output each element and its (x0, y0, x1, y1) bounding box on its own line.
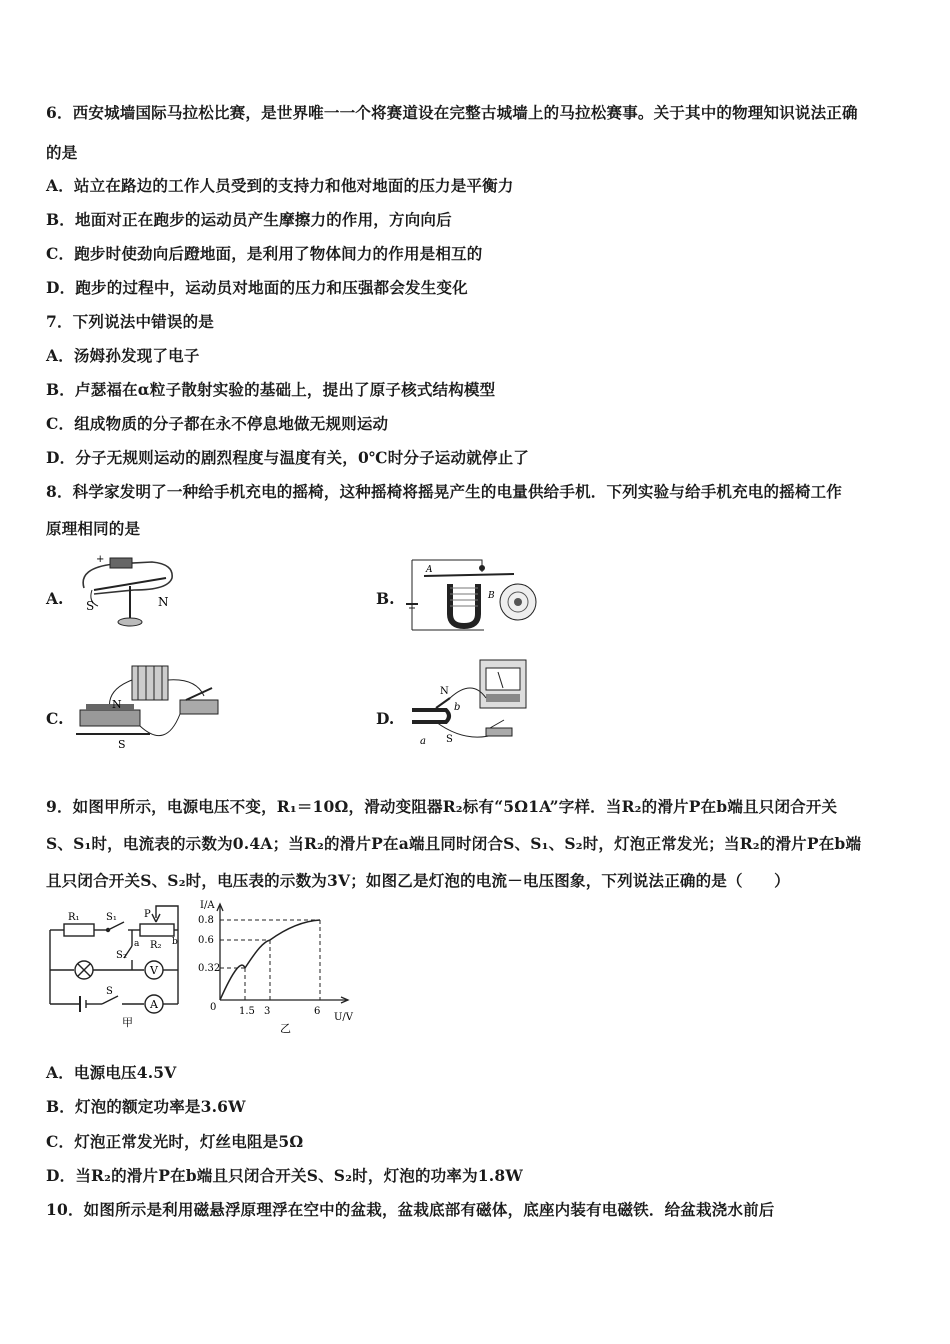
figure-c-n: N (112, 698, 122, 711)
circuit-s: S (106, 986, 113, 997)
circuit-s1: S₁ (106, 912, 117, 923)
figure-d-a: a (420, 736, 426, 747)
q7-option-b: B．卢瑟福在α粒子散射实验的基础上，提出了原子核式结构模型 (46, 380, 496, 399)
graph-xlabel: U/V (334, 1012, 354, 1023)
q7-option-c: C．组成物质的分子都在永不停息地做无规则运动 (46, 414, 389, 433)
q9-option-c: C．灯泡正常发光时，灯丝电阻是5Ω (46, 1132, 304, 1151)
graph-xtick: 6 (314, 1006, 321, 1017)
circuit-s2: S₂ (116, 950, 127, 961)
q8-option-a-label: A. (46, 589, 64, 608)
figure-d-b: b (454, 702, 461, 713)
q9-option-d: D．当R₂的滑片P在b端且只闭合开关S、S₂时，灯泡的功率为1.8W (46, 1166, 523, 1185)
circuit-voltmeter: V (150, 964, 158, 977)
figure-b-electromagnet (404, 552, 544, 634)
q8-option-d-label: D. (376, 709, 395, 728)
figure-b-b: B (488, 591, 495, 601)
graph-ytick: 0.32 (198, 963, 221, 974)
svg-text:+: + (96, 554, 105, 565)
iu-curve (220, 920, 320, 1000)
q8-option-c-label: C. (46, 709, 64, 728)
circuit-diagram-jia (44, 900, 194, 1030)
iu-graph-yi (198, 898, 358, 1034)
q6-option-b: B．地面对正在跑步的运动员产生摩擦力的作用，方向向后 (46, 210, 452, 229)
q9-stem-line2: S、S₁时，电流表的示数为0.4A；当R₂的滑片P在a端且同时闭合S、S₁、S₂时，灯泡正常发光；当R₂的滑片P在b端 (46, 834, 862, 853)
figure-d-s: S (446, 734, 453, 745)
figure-a-oersted (74, 550, 184, 632)
q8-option-b-label: B. (376, 589, 395, 608)
q7-option-a: A．汤姆孙发现了电子 (46, 346, 200, 365)
q7-stem: 7．下列说法中错误的是 (46, 312, 214, 331)
figure-c-s: S (118, 738, 126, 751)
graph-xtick: 1.5 (239, 1006, 255, 1017)
figure-d-n: N (440, 686, 449, 697)
q8-stem-line1: 8．科学家发明了一种给手机充电的摇椅，这种摇椅将摇晃产生的电量供给手机．下列实验与给手机充电的摇椅工作 (46, 482, 842, 501)
q10-stem-line1: 10．如图所示是利用磁悬浮原理浮在空中的盆栽，盆栽底部有磁体，底座内装有电磁铁．给盆栽浇水前后 (46, 1200, 775, 1219)
q6-stem-line2: 的是 (46, 143, 78, 162)
q9-option-b: B．灯泡的额定功率是3.6W (46, 1097, 246, 1116)
graph-caption: 乙 (280, 1022, 291, 1035)
q9-option-a: A．电源电压4.5V (46, 1063, 177, 1082)
q6-option-a: A．站立在路边的工作人员受到的支持力和他对地面的压力是平衡力 (46, 176, 514, 195)
circuit-caption: 甲 (122, 1016, 133, 1029)
figure-b-a: A (426, 565, 433, 575)
circuit-b: b (172, 937, 178, 947)
q6-option-d: D．跑步的过程中，运动员对地面的压力和压强都会发生变化 (46, 278, 468, 297)
graph-ytick: 0.8 (198, 915, 214, 926)
circuit-ammeter: A (150, 998, 158, 1011)
graph-ylabel: I/A (200, 900, 215, 911)
graph-origin: 0 (210, 1002, 217, 1013)
figure-c-motor (76, 660, 226, 750)
q6-option-c: C．跑步时使劲向后蹬地面，是利用了物体间力的作用是相互的 (46, 244, 483, 263)
q9-stem-line3: 且只闭合开关S、S₂时，电压表的示数为3V；如图乙是灯泡的电流－电压图象，下列说法正确的是（ ） (46, 871, 790, 890)
circuit-r1: R₁ (68, 912, 80, 923)
circuit-a: a (134, 939, 140, 949)
q8-stem-line2: 原理相同的是 (46, 519, 141, 538)
q6-stem-line1: 6．西安城墙国际马拉松比赛，是世界唯一一个将赛道设在完整古城墙上的马拉松赛事。关于其中的物理知识说法正确 (46, 103, 858, 122)
figure-a-n: N (158, 595, 169, 609)
q9-stem-line1: 9．如图甲所示，电源电压不变，R₁＝10Ω，滑动变阻器R₂标有“5Ω1A”字样．当R₂的滑片P在b端且只闭合开关 (46, 797, 838, 816)
figure-d-induction (406, 658, 536, 750)
circuit-r2: R₂ (150, 940, 162, 951)
figure-a-s: S (86, 599, 95, 613)
graph-xtick: 3 (264, 1006, 271, 1017)
q7-option-d: D．分子无规则运动的剧烈程度与温度有关，0℃时分子运动就停止了 (46, 448, 530, 467)
circuit-p: P (144, 909, 151, 920)
graph-ytick: 0.6 (198, 935, 214, 946)
